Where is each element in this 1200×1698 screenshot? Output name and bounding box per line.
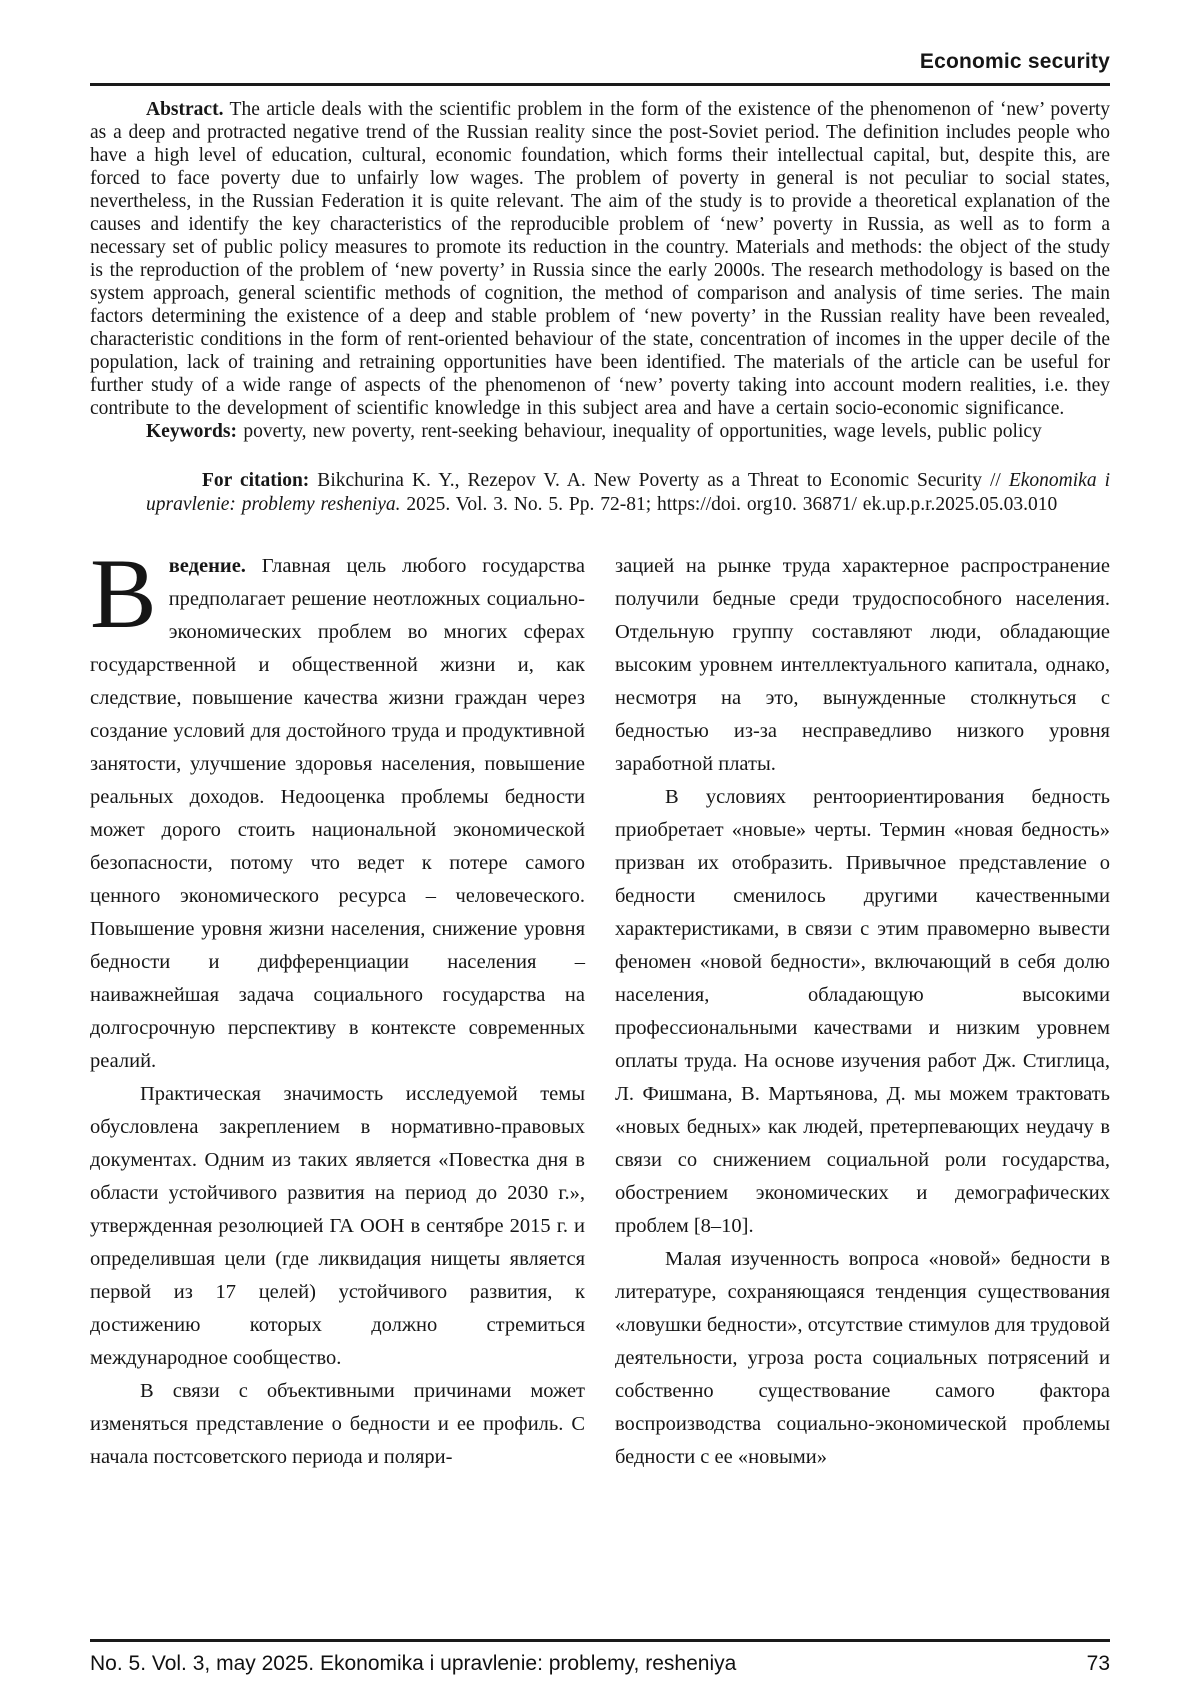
abstract-section <box>90 98 1110 443</box>
header-rule <box>90 83 1110 86</box>
left-column <box>90 538 585 1474</box>
abstract-text: The article deals with the scientific problem in the form of the existence of the phenomenon of ‘new’ poverty as a deep and protracted negative trend of the Russian reality since the post-Soviet period. The definition includes people who have a high level of education, cultural, economic foundation, which forms their intellectual capital, but, despite this, are forced to face poverty due to unfairly low wages. The problem of poverty in general is not peculiar to social states, nevertheless, in the Russian Federation it is quite relevant. The aim of the study is to provide a theoretical explanation of the causes and identify the key characteristics of the reproducible problem of ‘new’ poverty in Russia, as well as to form a necessary set of public policy measures to promote its reduction in the country. Materials and methods: the object of the study is the reproduction of the problem of ‘new poverty’ in Russia since the early 2000s. The research methodology is based on the system approach, general scientific methods of cognition, the method of comparison and analysis of time series. The main factors determining the existence of a deep and stable problem of ‘new poverty’ in the Russian reality have been revealed, characteristic conditions in the form of rent-oriented behaviour of the state, concentration of incomes in the upper decile of the population, lack of training and retraining opportunities have been identified. The materials of the article can be useful for further study of a wide range of aspects of the phenomenon of ‘new’ poverty taking into account modern realities, i.e. they contribute to the development of scientific knowledge in this subject area and have a certain socio-economic significance. <box>90 99 1110 419</box>
intro-paragraph-text: Главная цель любого государства предполагает решение неотложных социально-экономических проблем во многих сферах государственной и общественной жизни и, как следствие, повышение качества жизни граждан через создание условий для достойного труда и продуктивной занятости, улучшение здоровья населения, повышение реальных доходов. Недооценка проблемы бедности может дорого стоить национальной экономической безопасности, потому что ведет к потере самого ценного экономического ресурса – человеческого. Повышение уровня жизни населения, снижение уровня бедности и дифференциации населения – наиважнейшая задача социального государства на долгосрочную перспективу в контексте современных реалий. <box>90 555 585 1072</box>
abstract-label: Abstract. <box>146 99 224 120</box>
right-column <box>615 550 1110 1474</box>
footer-issue-info: No. 5. Vol. 3, may 2025. Ekonomika i upravlenie: problemy, resheniya <box>90 1652 737 1675</box>
dropcap-letter: В <box>90 538 157 649</box>
citation-label: For citation: <box>202 470 310 491</box>
body-paragraph: Практическая значимость исследуемой темы обусловлена закреплением в нормативно-правовых документах. Одним из таких является «Повестка дня в области устойчивого развития на период до 2030 г.», утвержденная резолюцией ГА ООН в сентябре 2015 г. и определившая цели (где ликвидация нищеты является первой из 17 целей) устойчивого развития, к достижению которых должно стремиться международное сообщество. <box>90 1083 585 1369</box>
citation-paragraph <box>146 469 1110 516</box>
keywords-text: poverty, new poverty, rent-seeking behaviour, inequality of opportunities, wage levels, public policy <box>237 421 1042 442</box>
body-paragraph: В условиях рентоориентирования бедность приобретает «новые» черты. Термин «новая бедность» призван их отобразить. Привычное представление о бедности сменилось другими качественными характеристиками, в связи с этим правомерно вывести феномен «новой бедности», включающий в себя долю населения, обладающую высокими профессиональными качествами и низким уровнем оплаты труда. На основе изучения работ Дж. Стиглица, Л. Фишмана, В. Мартьянова, Д. мы можем трактовать «новых бедных» как людей, претерпевающих неудачу в связи со снижением социальной роли государства, обострением экономических и демографических проблем [8–10]. <box>615 786 1110 1237</box>
intro-heading-word: ведение. <box>168 555 246 577</box>
citation-section <box>146 469 1110 516</box>
page-header <box>90 50 1110 86</box>
citation-volume-doi: 2025. Vol. 3. No. 5. Pp. 72-81; https://doi. org10. 36871/ ek.up.p.r.2025.05.03.010 <box>400 493 1058 515</box>
footer-line <box>90 1642 1110 1676</box>
two-column-body <box>90 538 1110 1474</box>
citation-authors-title: Bikchurina K. Y., Rezepov V. A. New Poverty as a Threat to Economic Security // <box>309 470 1009 491</box>
body-paragraph-continued: зацией на рынке труда характерное распространение получили бедные среди трудоспособного населения. Отдельную группу составляют люди, обладающие высоким уровнем интеллектуального капитала, однако, несмотря на это, вынужденные столкнуться с бедностью из-за несправедливо низкого уровня заработной платы. <box>615 555 1110 775</box>
abstract-paragraph <box>90 98 1110 420</box>
body-paragraph: В связи с объективными причинами может изменяться представление о бедности и ее профиль. С начала постсоветского периода и поляри- <box>90 1380 585 1468</box>
intro-paragraph <box>90 538 585 1078</box>
keywords-label: Keywords: <box>146 421 237 442</box>
page-number: 73 <box>1086 1652 1110 1675</box>
keywords-paragraph <box>90 420 1110 443</box>
page-footer <box>90 1639 1110 1676</box>
body-paragraph: Малая изученность вопроса «новой» бедности в литературе, сохраняющаяся тенденция существования «ловушки бедности», отсутствие стимулов для трудовой деятельности, угроза роста социальных потрясений и собственно существование самого фактора воспроизводства социально-экономической проблемы бедности с ее «новыми» <box>615 1248 1110 1468</box>
running-head-section-title: Economic security <box>919 50 1110 73</box>
citation-journal-name: Ekonomika i upravlenie: problemy resheniya. <box>146 470 1110 515</box>
